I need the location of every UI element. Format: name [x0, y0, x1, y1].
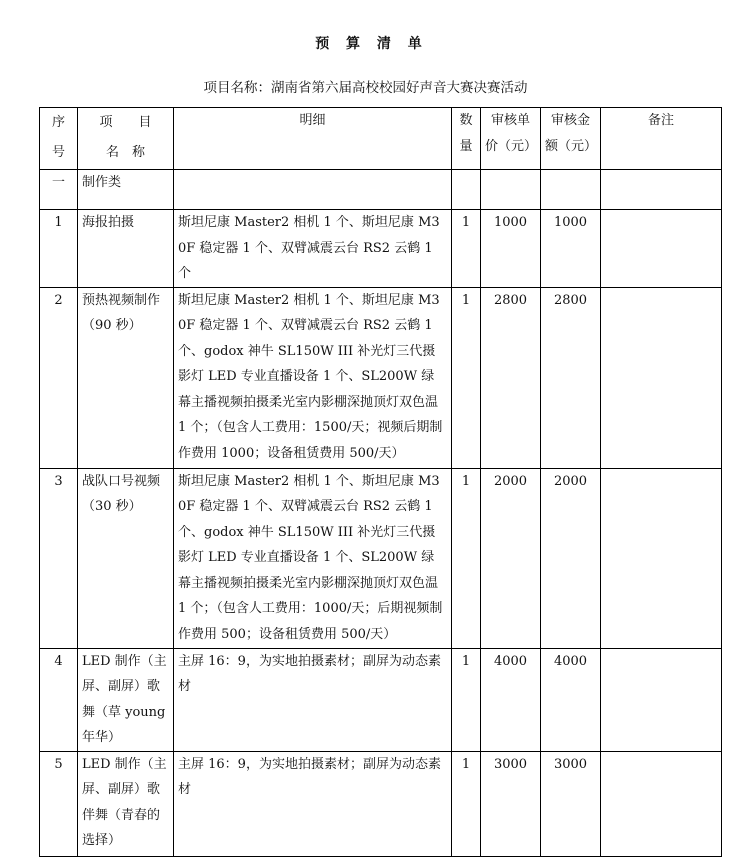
row-remark	[601, 468, 722, 648]
row-item-name: 战队口号视频（30 秒）	[78, 468, 174, 648]
row-detail: 斯坦尼康 Master2 相机 1 个、斯坦尼康 M30F 稳定器 1 个、双臂减震云台 RS2 云鹤 1 个、godox 神牛 SL150W III 补光灯三代摄影灯 LED 专业直播设备 1 个、SL200W 绿幕主播视频拍摄柔光室内影棚深抛顶灯双色温 1 个；（包含人工费用：1000/天；后期视频制作费用 500；设备租赁费用 500/天）	[174, 468, 452, 648]
header-seq	[40, 108, 78, 170]
category-remark	[601, 170, 722, 210]
header-detail: 明细	[174, 108, 452, 170]
category-row	[40, 170, 722, 210]
row-unit-price: 4000	[481, 648, 541, 751]
budget-table	[39, 107, 722, 857]
header-name-line2: 名 称	[105, 145, 145, 160]
row-qty: 1	[452, 210, 481, 288]
row-amount: 4000	[541, 648, 601, 751]
header-remark: 备注	[601, 108, 722, 170]
row-unit-price: 1000	[481, 210, 541, 288]
header-name	[78, 108, 174, 170]
row-detail: 主屏 16：9，为实地拍摄素材；副屏为动态素材	[174, 648, 452, 751]
header-amount-line1: 审核金	[550, 113, 590, 128]
project-name-line: 项目名称：湖南省第六届高校校园好声音大赛决赛活动	[203, 80, 528, 96]
table-header-row	[40, 108, 722, 170]
row-amount: 2800	[541, 287, 601, 468]
table-row	[40, 648, 722, 751]
row-seq: 3	[40, 468, 78, 648]
document-title: 预 算 清 单	[315, 36, 428, 52]
category-amount	[541, 170, 601, 210]
category-name: 制作类	[78, 170, 174, 210]
row-detail: 斯坦尼康 Master2 相机 1 个、斯坦尼康 M30F 稳定器 1 个、双臂减震云台 RS2 云鹤 1 个、godox 神牛 SL150W III 补光灯三代摄影灯 LED 专业直播设备 1 个、SL200W 绿幕主播视频拍摄柔光室内影棚深抛顶灯双色温 1 个；（包含人工费用：1500/天；视频后期制作费用 1000；设备租赁费用 500/天）	[174, 287, 452, 468]
row-item-name: 预热视频制作（90 秒）	[78, 287, 174, 468]
header-qty	[452, 108, 481, 170]
header-amount-line2: 额（元）	[545, 138, 598, 154]
row-qty: 1	[452, 751, 481, 856]
table-row	[40, 210, 722, 288]
row-remark	[601, 648, 722, 751]
row-seq: 5	[40, 751, 78, 856]
row-item-name: 海报拍摄	[78, 210, 174, 288]
header-unit-price-line1: 审核单	[490, 113, 530, 128]
row-qty: 1	[452, 287, 481, 468]
row-item-name: LED 制作（主屏、副屏）歌伴舞（青春的选择）	[78, 751, 174, 856]
header-name-line1: 项 目	[99, 115, 152, 130]
table-row	[40, 751, 722, 856]
header-unit-price-line2: 价（元）	[485, 138, 538, 154]
header-amount	[541, 108, 601, 170]
row-remark	[601, 751, 722, 856]
row-remark	[601, 210, 722, 288]
category-detail	[174, 170, 452, 210]
row-unit-price: 2000	[481, 468, 541, 648]
row-unit-price: 2800	[481, 287, 541, 468]
row-seq: 4	[40, 648, 78, 751]
header-qty-line2: 量	[459, 138, 473, 154]
row-item-name: LED 制作（主屏、副屏）歌舞（草 young 年华）	[78, 648, 174, 751]
table-row	[40, 287, 722, 468]
table-row	[40, 468, 722, 648]
row-detail: 主屏 16：9，为实地拍摄素材；副屏为动态素材	[174, 751, 452, 856]
row-amount: 2000	[541, 468, 601, 648]
row-unit-price: 3000	[481, 751, 541, 856]
row-seq: 2	[40, 287, 78, 468]
row-seq: 1	[40, 210, 78, 288]
header-unit-price	[481, 108, 541, 170]
row-qty: 1	[452, 468, 481, 648]
row-amount: 1000	[541, 210, 601, 288]
row-qty: 1	[452, 648, 481, 751]
row-detail: 斯坦尼康 Master2 相机 1 个、斯坦尼康 M30F 稳定器 1 个、双臂减震云台 RS2 云鹤 1 个	[174, 210, 452, 288]
category-qty	[452, 170, 481, 210]
row-remark	[601, 287, 722, 468]
category-unit-price	[481, 170, 541, 210]
category-seq: 一	[40, 170, 78, 210]
row-amount: 3000	[541, 751, 601, 856]
header-seq-line1: 序	[51, 115, 65, 130]
header-qty-line1: 数	[459, 113, 473, 128]
header-seq-line2: 号	[51, 145, 65, 160]
